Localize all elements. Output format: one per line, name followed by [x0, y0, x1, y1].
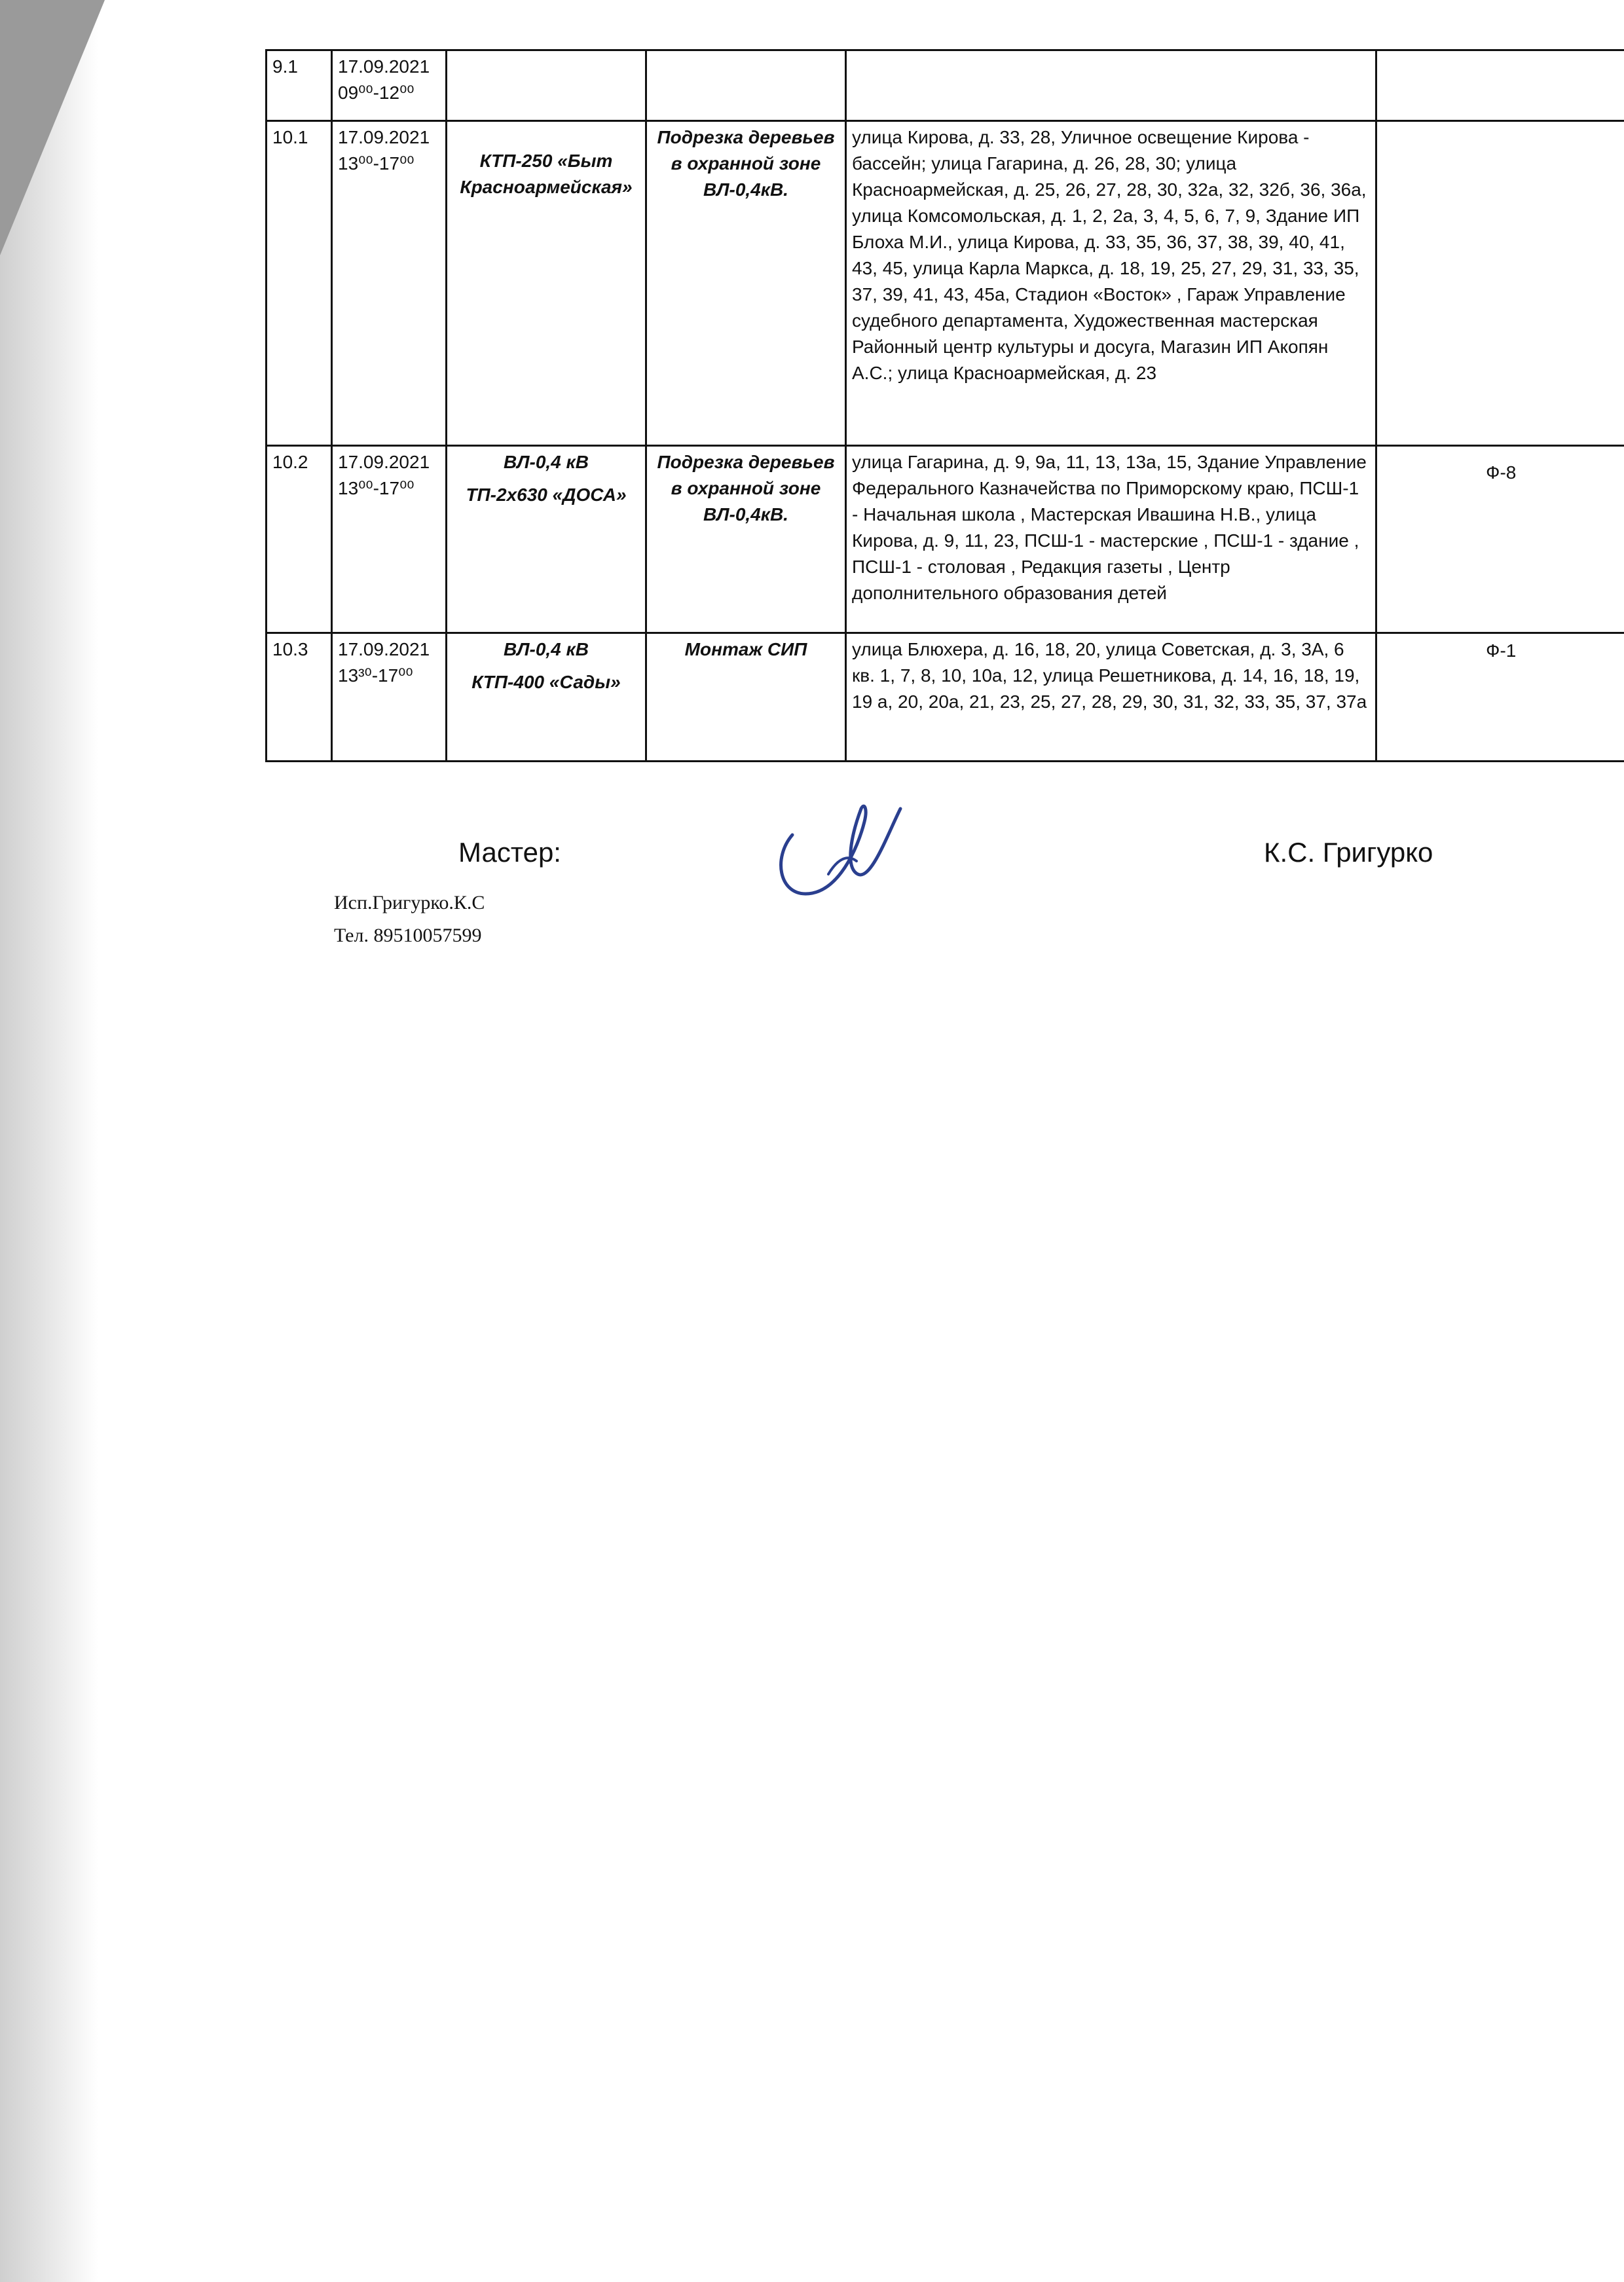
executor-phone: Тел. 89510057599 [334, 925, 482, 946]
row-object-line: ТП-2х630 «ДОСА» [466, 485, 627, 505]
row-date-time [332, 50, 447, 121]
executor-name: Исп.Григурко.К.С [334, 892, 485, 913]
row-object-line: ВЛ-0,4 кВ [504, 639, 589, 659]
row-number: 10.3 [267, 633, 332, 762]
master-name: К.С. Григурко [1264, 837, 1433, 868]
table-row [267, 633, 1624, 762]
row-addresses [846, 50, 1376, 121]
row-feeder [1376, 50, 1624, 121]
row-object [447, 633, 646, 762]
table-row [267, 50, 1624, 121]
row-object [447, 446, 646, 633]
row-feeder [1376, 121, 1624, 446]
row-work [646, 50, 846, 121]
row-object: КТП-250 «Быт Красноармейская» [447, 121, 646, 446]
row-date: 17.09.2021 [338, 639, 430, 659]
row-addresses: улица Кирова, д. 33, 28, Уличное освещение Кирова - бассейн; улица Гагарина, д. 26, 28, 30; улица Красноармейская, д. 25, 26, 27, 28, 30, 32а, 32, 32б, 36, 36а, улица Комсомольская, д. 1, 2, 2а, 3, 4, 5, 6, 7, 9, Здание ИП Блоха М.И., улица Кирова, д. 33, 35, 36, 37, 38, 39, 40, 41, 43, 45, улица Карла Маркса, д. 18, 19, 25, 27, 29, 31, 33, 35, 37, 39, 41, 43, 45а, Стадион «Восток» , Гараж Управление судебного департамента, Художественная мастерская Районный центр культуры и досуга, Магазин ИП Акопян А.С.; улица Красноармейская, д. 23 [846, 121, 1376, 446]
row-number: 10.2 [267, 446, 332, 633]
row-feeder: Ф-8 [1376, 446, 1624, 633]
row-addresses: улица Блюхера, д. 16, 18, 20, улица Советская, д. 3, 3А, 6 кв. 1, 7, 8, 10, 10а, 12, улица Решетникова, д. 14, 16, 18, 19, 19 а, 20, 20а, 21, 23, 25, 27, 28, 29, 30, 31, 32, 33, 35, 37, 37а [846, 633, 1376, 762]
row-date-time [332, 446, 447, 633]
row-date-time [332, 121, 447, 446]
row-object-line: ВЛ-0,4 кВ [504, 452, 589, 472]
table-row [267, 121, 1624, 446]
schedule-table [265, 49, 1624, 762]
row-time: 13⁰⁰-17⁰⁰ [338, 153, 415, 174]
row-number: 9.1 [267, 50, 332, 121]
row-date: 17.09.2021 [338, 56, 430, 77]
row-date-time [332, 633, 447, 762]
row-addresses: улица Гагарина, д. 9, 9а, 11, 13, 13а, 15, Здание Управление Федерального Казначейства по Приморскому краю, ПСШ-1 - Начальная школа , Мастерская Ивашина Н.В., улица Кирова, д. 9, 11, 23, ПСШ-1 - мастерские , ПСШ-1 - здание , ПСШ-1 - столовая , Редакция газеты , Центр дополнительного образования детей [846, 446, 1376, 633]
row-object-line: КТП-400 «Сады» [471, 672, 621, 692]
row-date: 17.09.2021 [338, 127, 430, 147]
row-work: Подрезка деревьев в охранной зоне ВЛ-0,4кВ. [646, 446, 846, 633]
table-row [267, 446, 1624, 633]
row-number: 10.1 [267, 121, 332, 446]
master-label: Мастер: [458, 837, 561, 868]
scan-left-edge-shadow [0, 0, 98, 2282]
row-feeder: Ф-1 [1376, 633, 1624, 762]
handwritten-signature [766, 796, 910, 913]
row-time: 09⁰⁰-12⁰⁰ [338, 83, 415, 103]
row-time: 13³⁰-17⁰⁰ [338, 665, 413, 686]
row-object [447, 50, 646, 121]
row-date: 17.09.2021 [338, 452, 430, 472]
row-work: Монтаж СИП [646, 633, 846, 762]
row-time: 13⁰⁰-17⁰⁰ [338, 478, 415, 498]
scan-folded-corner [0, 0, 105, 255]
row-work: Подрезка деревьев в охранной зоне ВЛ-0,4кВ. [646, 121, 846, 446]
